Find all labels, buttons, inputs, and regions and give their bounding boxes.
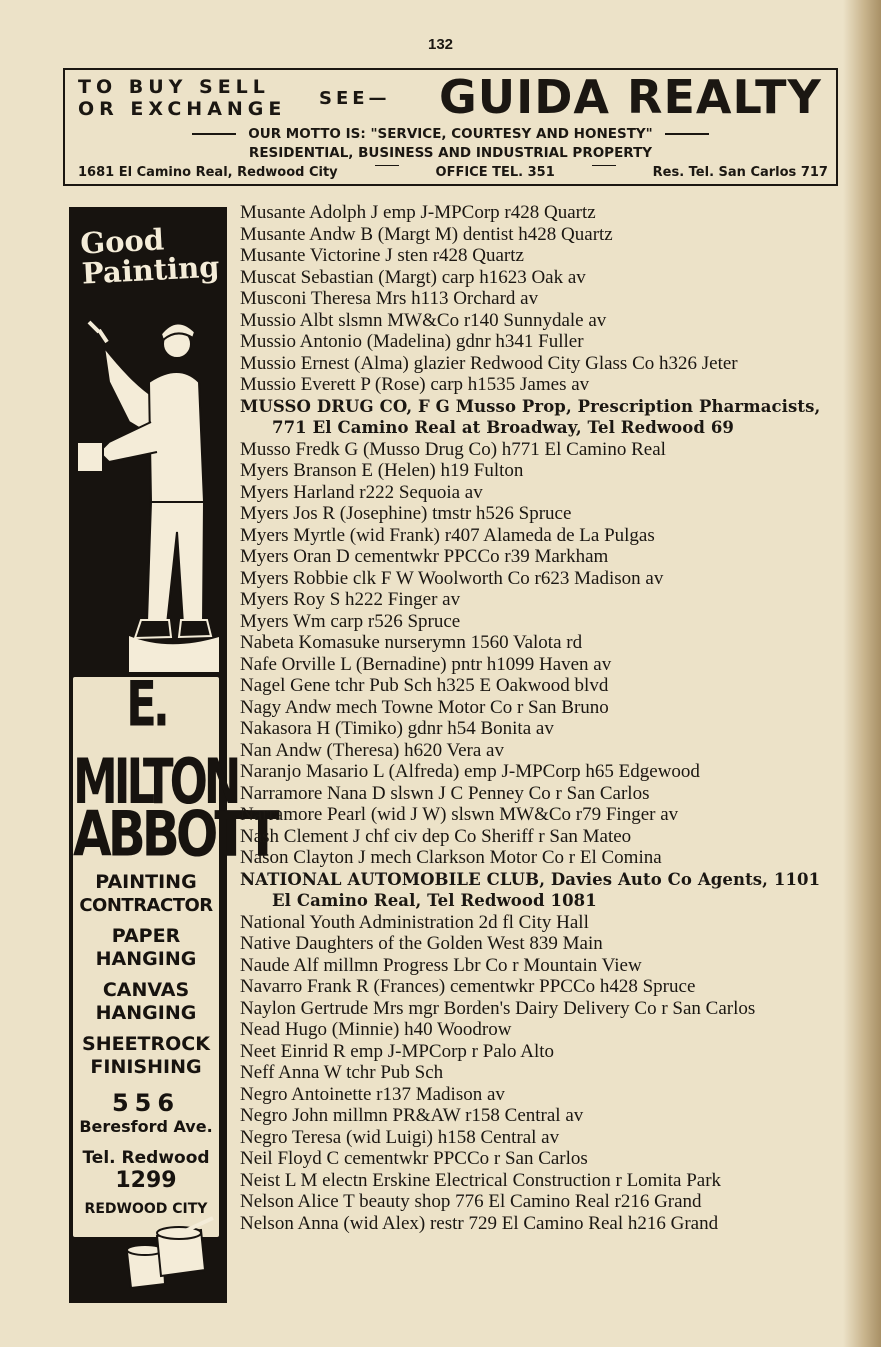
service-line: PAPER	[111, 925, 181, 947]
directory-entry: Myers Robbie clk F W Woolworth Co r623 Madison av	[240, 567, 664, 589]
service-line: SHEETROCK	[82, 1033, 210, 1055]
directory-entry: Native Daughters of the Golden West 839 Main	[240, 933, 603, 954]
page-edge-shadow	[843, 0, 881, 1347]
directory-entry: Neff Anna W tchr Pub Sch	[240, 1062, 444, 1083]
rule-right	[665, 133, 709, 135]
directory-entry: Mussio Albt slsmn MW&Co r140 Sunnydale av	[240, 309, 607, 331]
see-text: SEE—	[319, 88, 391, 109]
paint-cans-illustration	[123, 1212, 219, 1292]
directory-entry: Musante Adolph J emp J-MPCorp r428 Quartz	[240, 202, 596, 223]
rule-left	[192, 133, 236, 135]
buy-sell-line-2: OR EXCHANGE	[78, 98, 287, 120]
contractor-name-line-1: E. MILTON	[73, 668, 238, 818]
realty-address: 1681 El Camino Real, Redwood City	[78, 165, 338, 180]
directory-listing	[240, 202, 843, 1234]
rule	[375, 165, 399, 180]
directory-entry: Nash Clement J chf civ dep Co Sheriff r San Mateo	[240, 825, 632, 847]
motto-row	[65, 126, 836, 142]
directory-entry: Musso Fredk G (Musso Drug Co) h771 El Camino Real	[240, 438, 666, 460]
street-number: 556	[111, 1089, 181, 1117]
directory-entry: Narramore Nana D slswn J C Penney Co r San Carlos	[240, 782, 650, 804]
painting-contractor-ad	[69, 207, 276, 1303]
directory-entry-business: NATIONAL AUTOMOBILE CLUB, Davies Auto Co Agents, 1101 El Camino Real, Tel Redwood 1081	[240, 869, 821, 910]
directory-entry: Musante Andw B (Margt M) dentist h428 Quartz	[240, 223, 613, 245]
directory-entry: Musante Victorine J sten r428 Quartz	[240, 245, 524, 266]
guida-realty-ad	[63, 68, 838, 186]
directory-entry-business: MUSSO DRUG CO, F G Musso Prop, Prescription Pharmacists, 771 El Camino Real at Broadway, Tel Redwood 69	[240, 396, 821, 437]
directory-entry: Myers Wm carp r526 Spruce	[240, 610, 461, 632]
directory-entry: Negro Teresa (wid Luigi) h158 Central av	[240, 1126, 560, 1148]
directory-entry: Nakasora H (Timiko) gdnr h54 Bonita av	[240, 718, 554, 739]
directory-entry: Negro Antoinette r137 Madison av	[240, 1083, 505, 1105]
directory-entry: Neist L M electn Erskine Electrical Construction r Lomita Park	[240, 1169, 722, 1191]
service-line: CONTRACTOR	[79, 895, 213, 916]
res-tel: Res. Tel. San Carlos 717	[652, 165, 828, 180]
directory-entry: Nason Clayton J mech Clarkson Motor Co r El Comina	[240, 847, 662, 868]
directory-entry: Muscat Sebastian (Margt) carp h1623 Oak av	[240, 266, 586, 288]
directory-entry: Neil Floyd C cementwkr PPCCo r San Carlos	[240, 1148, 588, 1169]
directory-entry: Naylon Gertrude Mrs mgr Borden's Dairy Delivery Co r San Carlos	[240, 997, 756, 1019]
directory-entry: National Youth Administration 2d fl City Hall	[240, 911, 589, 933]
directory-entry: Myers Jos R (Josephine) tmstr h526 Spruce	[240, 503, 572, 524]
property-types: RESIDENTIAL, BUSINESS AND INDUSTRIAL PROPERTY	[248, 145, 653, 161]
contractor-name-line-2: ABBOTT	[73, 797, 276, 871]
directory-entry: Myers Myrtle (wid Frank) r407 Alameda de La Pulgas	[240, 524, 655, 546]
directory-entry: Nagy Andw mech Towne Motor Co r San Bruno	[240, 696, 609, 718]
directory-entry: Naranjo Masario L (Alfreda) emp J-MPCorp h65 Edgewood	[240, 761, 700, 782]
city: REDWOOD CITY	[84, 1201, 208, 1217]
directory-entry: Nead Hugo (Minnie) h40 Woodrow	[240, 1019, 512, 1040]
directory-entry: Nan Andw (Theresa) h620 Vera av	[240, 739, 504, 761]
street-name: Beresford Ave.	[79, 1117, 213, 1136]
directory-entry: Musconi Theresa Mrs h113 Orchard av	[240, 288, 539, 309]
headline-word-2: Painting	[80, 249, 221, 291]
service-line: HANGING	[95, 1002, 197, 1024]
directory-entry: Nagel Gene tchr Pub Sch h325 E Oakwood blvd	[240, 675, 609, 696]
tel-label: Tel. Redwood	[82, 1148, 210, 1168]
buy-sell-line-1: TO BUY SELL	[78, 76, 270, 98]
tel-number: 1299	[115, 1168, 177, 1193]
directory-entry: Mussio Ernest (Alma) glazier Redwood City Glass Co h326 Jeter	[240, 352, 738, 374]
directory-entry: Myers Branson E (Helen) h19 Fulton	[240, 460, 524, 481]
directory-entry: Myers Oran D cementwkr PPCCo r39 Markham	[240, 546, 609, 567]
buy-sell-text	[78, 76, 286, 120]
directory-entry: Nelson Alice T beauty shop 776 El Camino Real r216 Grand	[240, 1191, 702, 1212]
page-number: 132	[427, 36, 454, 53]
directory-entry: Narramore Pearl (wid J W) slswn MW&Co r79 Finger av	[240, 804, 679, 825]
motto-text: OUR MOTTO IS: "SERVICE, COURTESY AND HONESTY"	[248, 126, 653, 142]
directory-entry: Nabeta Komasuke nurserymn 1560 Valota rd	[240, 632, 583, 653]
directory-entry: Mussio Antonio (Madelina) gdnr h341 Fuller	[240, 331, 584, 352]
service-line: FINISHING	[90, 1056, 202, 1078]
directory-entry: Myers Roy S h222 Finger av	[240, 589, 461, 610]
rule	[592, 165, 616, 180]
directory-entry: Negro John millmn PR&AW r158 Central av	[240, 1105, 584, 1126]
realty-contact-row	[78, 165, 828, 180]
realty-name: GUIDA REALTY	[439, 70, 822, 124]
headline-word-1: Good	[79, 222, 165, 261]
service-line: CANVAS	[102, 979, 190, 1001]
services	[73, 871, 219, 1079]
service-line: PAINTING	[95, 871, 197, 893]
service-line: HANGING	[95, 948, 197, 970]
painter-illustration	[69, 302, 227, 672]
directory-entry: Naude Alf millmn Progress Lbr Co r Mountain View	[240, 954, 642, 976]
contractor-info-panel	[73, 668, 276, 1237]
directory-entry: Myers Harland r222 Sequoia av	[240, 481, 483, 503]
office-tel: OFFICE TEL. 351	[435, 165, 555, 180]
directory-entry: Nelson Anna (wid Alex) restr 729 El Camino Real h216 Grand	[240, 1212, 719, 1234]
directory-entry: Navarro Frank R (Frances) cementwkr PPCCo h428 Spruce	[240, 976, 696, 997]
directory-entry: Neet Einrid R emp J-MPCorp r Palo Alto	[240, 1040, 555, 1062]
good-painting-headline	[79, 221, 223, 291]
directory-entry: Mussio Everett P (Rose) carp h1535 James av	[240, 374, 590, 395]
directory-entry: Nafe Orville L (Bernadine) pntr h1099 Haven av	[240, 653, 612, 675]
